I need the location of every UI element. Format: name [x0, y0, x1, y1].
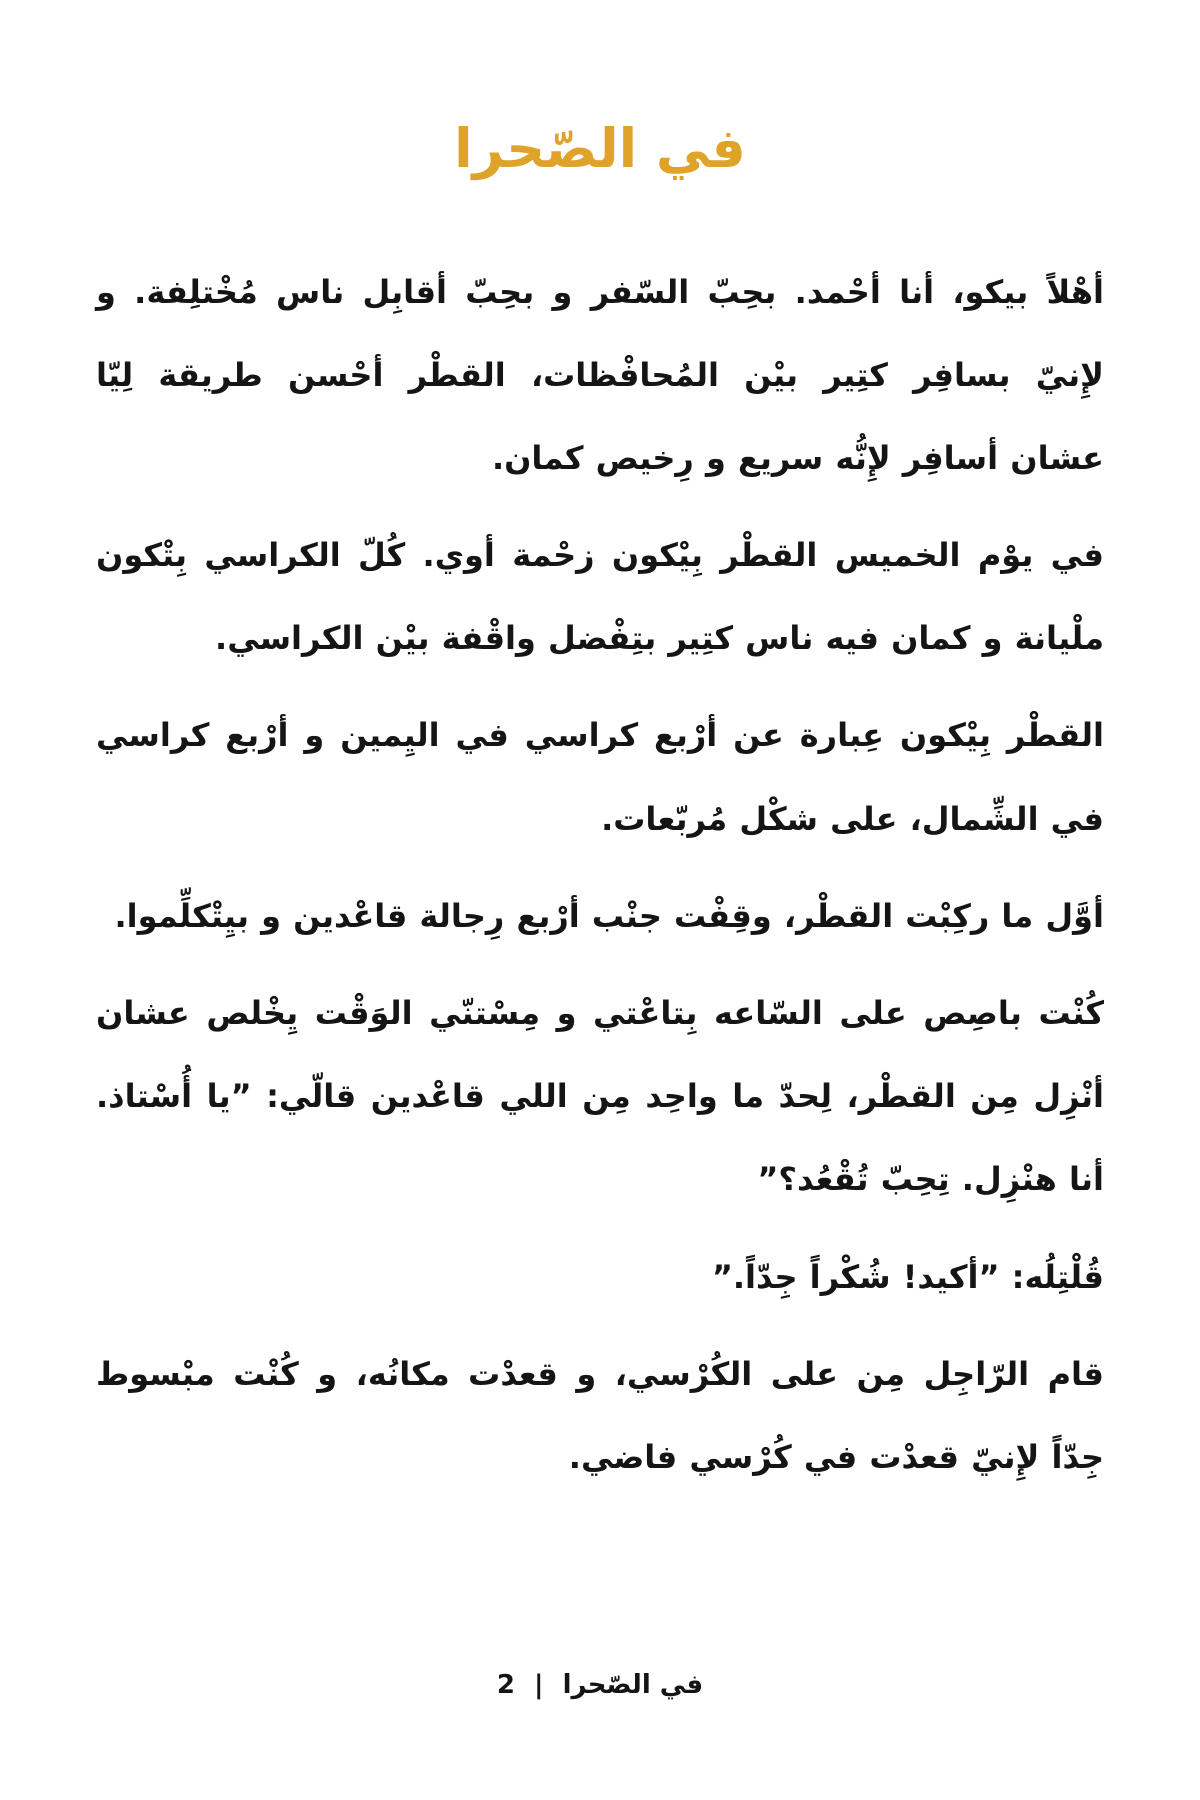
paragraph-5: كُنْت باصِص على السّاعه بِتاعْتي و مِسْتنّي الوَقْت يِخْلص عشان أنْزِل مِن القطْر، لِحدّ ما واحِد مِن اللي قاعْدين قالّي: ”يا أُسْتاذ. أنا هنْزِل. تِحِبّ تُقْعُد؟”	[96, 994, 1104, 1199]
paragraph-7: قام الرّاجِل مِن على الكُرْسي، و قعدْت مكانُه، و كُنْت مبْسوط جِدّاً لإِنيّ قعدْت في كُرْسي فاضي.	[96, 1354, 1104, 1476]
paragraph-1: أهْلاً بيكو، أنا أحْمد. بحِبّ السّفر و بحِبّ أقابِل ناس مُخْتلِفة. و لإِنيّ بسافِر كتِير بيْن المُحافْظات، القطْر أحْسن طريقة لِيّا عشان أسافِر لإِنُّه سريع و رِخيص كمان.	[96, 272, 1104, 477]
story-body	[0, 251, 1200, 1500]
page-footer	[0, 1670, 1200, 1700]
paragraph-6: قُلْتِلُه: ”أكيد! شُكْراً جِدّاً.”	[711, 1257, 1104, 1296]
paragraph-4: أوَّل ما ركِبْت القطْر، وقِفْت جنْب أرْبع رِجالة قاعْدين و بيِتْكلِّموا.	[114, 896, 1104, 935]
page-title: في الصّحرا	[454, 117, 746, 180]
paragraph-3: القطْر بِيْكون عِبارة عن أرْبع كراسي في اليِمين و أرْبع كراسي في الشِّمال، على شكْل مُربّعات.	[96, 716, 1104, 838]
footer-book-title: في الصّحرا	[562, 1670, 704, 1700]
footer-separator: |	[534, 1670, 544, 1700]
page-number: 2	[496, 1670, 515, 1700]
paragraph-2: في يوْم الخميس القطْر بِيْكون زحْمة أوي. كُلّ الكراسي بِتْكون ملْيانة و كمان فيه ناس كتِير بتِفْضل واقْفة بيْن الكراسي.	[96, 536, 1104, 658]
